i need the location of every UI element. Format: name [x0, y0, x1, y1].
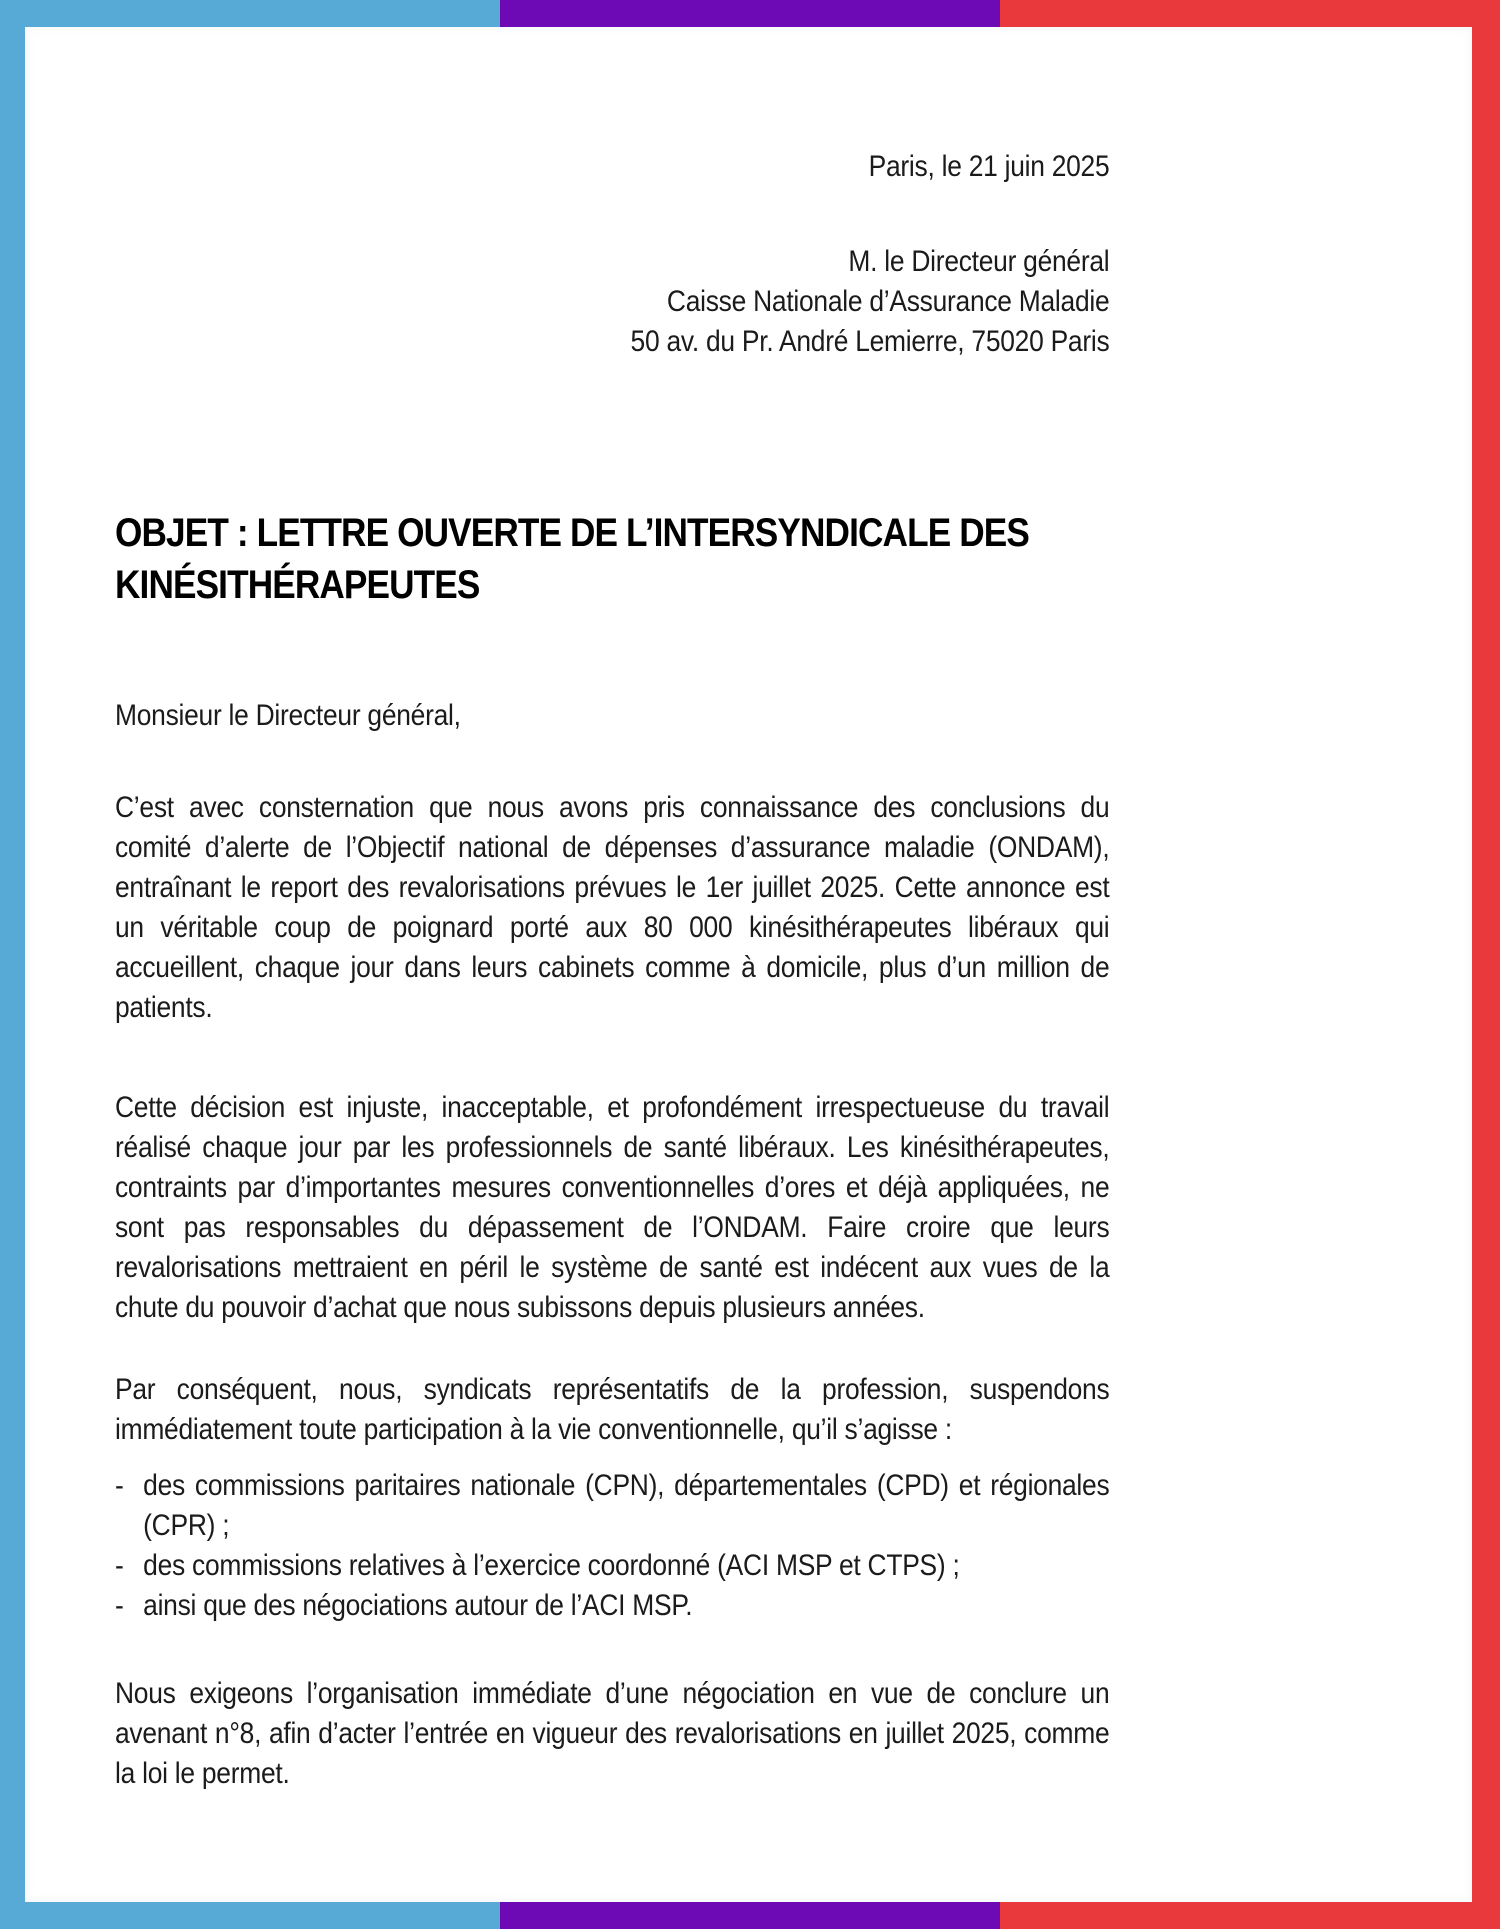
paragraph-ondam-announcement: C’est avec consternation que nous avons pris connaissance des conclusions du comité d’alerte de l’Objectif national de dépenses d’assurance maladie (ONDAM), entraînant le report des revalorisations prévues le 1er juillet 2025. Cette annonce est un véritable coup de poignard porté aux 80 000 kinésithérapeutes libéraux qui accueillent, chaque jour dans leurs cabinets comme à domicile, plus d’un million de patients.	[115, 791, 1110, 1024]
recipient-line-title: M. le Directeur général	[848, 245, 1110, 278]
letter-content	[115, 27, 1109, 1794]
frame-bottom-bar	[0, 1902, 1500, 1929]
recipient-line-address: 50 av. du Pr. André Lemierre, 75020 Paris	[630, 325, 1110, 358]
list-item-text: des commissions paritaires nationale (CPN), départementales (CPD) et régionales (CPR) ;	[143, 1469, 1110, 1542]
dash-bullet-icon: -	[115, 1469, 124, 1502]
frame-right-red-bar	[1472, 0, 1500, 1929]
list-item	[115, 1586, 1109, 1626]
bottom-purple-segment	[500, 1902, 1000, 1929]
closing-paragraph: Nous exigeons l’organisation immédiate d’une négociation en vue de conclure un avenant n°8, afin d’acter l’entrée en vigueur des revalorisations en juillet 2025, comme la loi le permet.	[115, 1677, 1110, 1790]
dash-bullet-icon: -	[115, 1549, 124, 1582]
paragraph-suspension-intro: Par conséquent, nous, syndicats représentatifs de la profession, suspendons immédiatement toute participation à la vie conventionnelle, qu’il s’agisse :	[115, 1373, 1110, 1446]
frame-top-bar	[0, 0, 1500, 27]
list-item-text: des commissions relatives à l’exercice coordonné (ACI MSP et CTPS) ;	[143, 1549, 960, 1582]
top-purple-segment	[500, 0, 1000, 27]
letter-body	[25, 27, 1472, 1902]
list-item	[115, 1546, 1109, 1586]
frame-left-blue-bar	[0, 0, 25, 1929]
bottom-blue-segment	[0, 1902, 500, 1929]
recipient-line-organization: Caisse Nationale d’Assurance Maladie	[666, 285, 1110, 318]
paragraph-unjust-decision: Cette décision est injuste, inacceptable, et profondément irrespectueuse du travail réalisé chaque jour par les professionnels de santé libéraux. Les kinésithérapeutes, contraints par d’importantes mesures conventionnelles d’ores et déjà appliquées, ne sont pas responsables du dépassement de l’ONDAM. Faire croire que leurs revalorisations mettraient en péril le système de santé est indécent aux vues de la chute du pouvoir d’achat que nous subissons depuis plusieurs années.	[115, 1091, 1110, 1324]
list-item-text: ainsi que des négociations autour de l’ACI MSP.	[143, 1589, 693, 1622]
list-item	[115, 1466, 1109, 1546]
date-line: Paris, le 21 juin 2025	[868, 150, 1110, 183]
top-red-segment	[1000, 0, 1500, 27]
salutation: Monsieur le Directeur général,	[115, 699, 461, 732]
subject-heading: OBJET : LETTRE OUVERTE DE L’INTERSYNDICALE DES KINÉSITHÉRAPEUTES	[115, 511, 1029, 607]
dash-bullet-icon: -	[115, 1589, 124, 1622]
recipient-block	[115, 242, 1109, 362]
suspension-list	[115, 1466, 1109, 1626]
bottom-red-segment	[1000, 1902, 1500, 1929]
top-blue-segment	[0, 0, 500, 27]
